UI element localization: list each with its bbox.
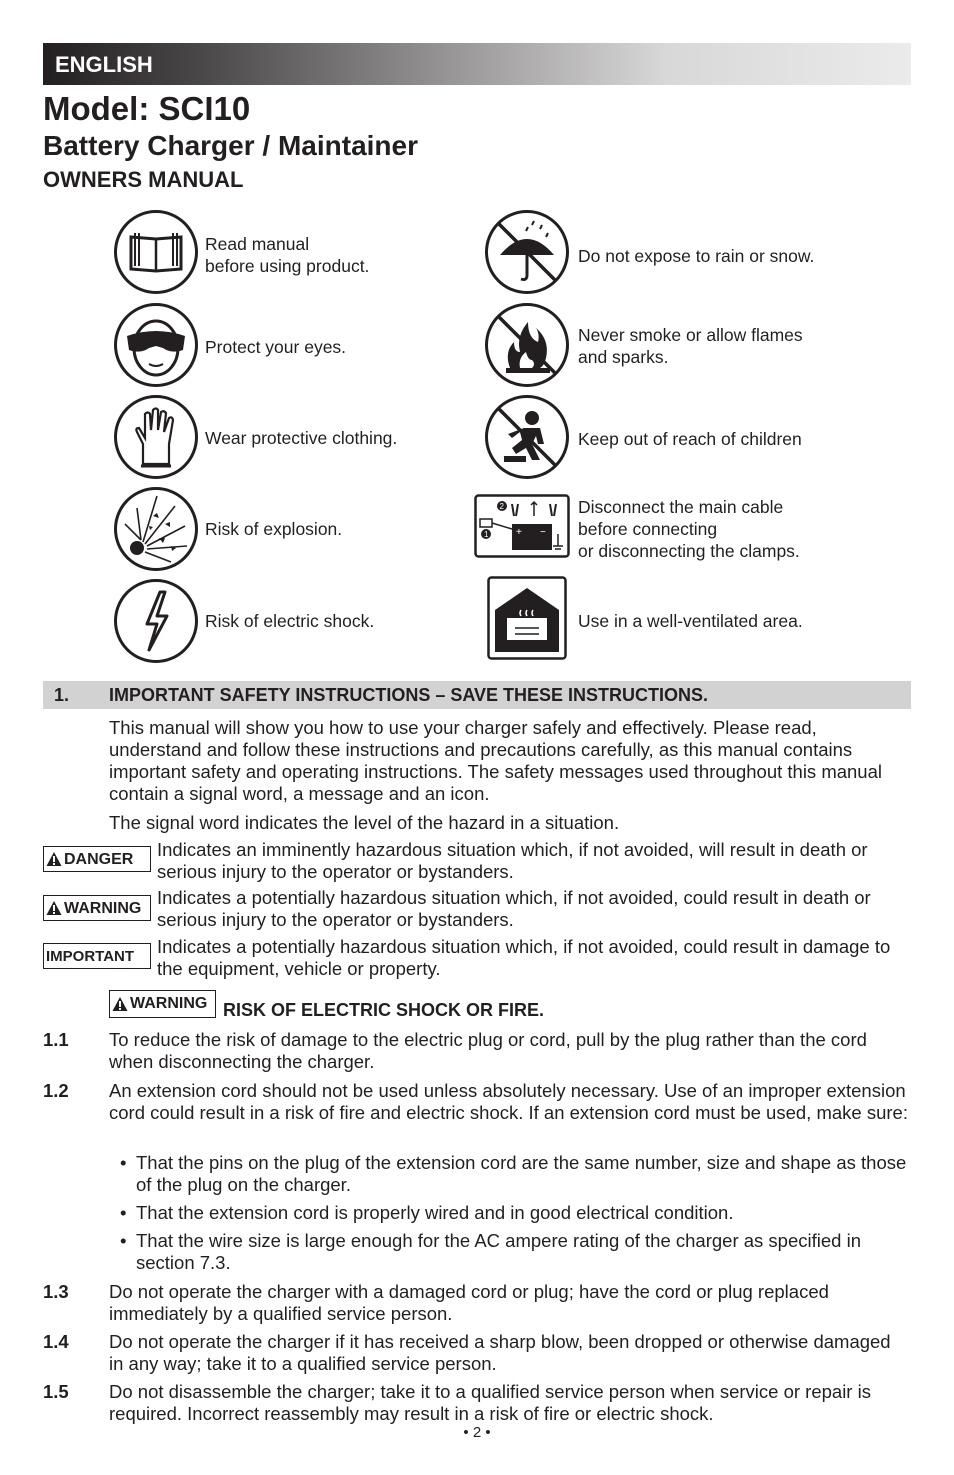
- electric-shock-icon: [113, 578, 199, 664]
- no-rain-text: Do not expose to rain or snow.: [578, 246, 815, 266]
- item-number: 1.2: [43, 1080, 69, 1101]
- warning-triangle-icon: [112, 996, 128, 1012]
- disconnect-cable-icon: [474, 494, 570, 558]
- intro-paragraph: This manual will show you how to use your charger safely and effectively. Please read, understand and follow these instructions and precautions carefully, as this manual contains important safety and operating instructions. The safety messages used throughout this manual contain a signal word, a message and an icon.: [109, 717, 882, 804]
- eye-protection-text: Protect your eyes.: [205, 337, 347, 357]
- list-item: • That the wire size is large enough for the AC ampere rating of the charger as specified in section 7.3.: [120, 1230, 861, 1273]
- product-title: Battery Charger / Maintainer: [43, 130, 418, 161]
- section-title: IMPORTANT SAFETY INSTRUCTIONS – SAVE THESE INSTRUCTIONS.: [109, 685, 709, 705]
- manual-title: OWNERS MANUAL: [43, 167, 244, 192]
- signal-intro-paragraph: The signal word indicates the level of the hazard in a situation.: [109, 812, 620, 833]
- model-title: Model: SCI10: [43, 90, 251, 127]
- svg-text:1: 1: [484, 530, 489, 539]
- no-children-text: Keep out of reach of children: [578, 429, 802, 449]
- page-number: • 2 •: [463, 1424, 491, 1441]
- language-bar: [43, 43, 911, 85]
- warning-triangle-icon: [46, 900, 62, 916]
- important-badge: IMPORTANT: [43, 943, 151, 969]
- item-text: An extension cord should not be used unless absolutely necessary. Use of an improper extension cord could result in a risk of fire and electric shock. If an extension cord must be used, make sure:: [109, 1080, 908, 1123]
- danger-badge: DANGER: [43, 846, 151, 872]
- read-manual-icon: [113, 209, 199, 295]
- item-text: Do not operate the charger if it has received a sharp blow, been dropped or otherwise damaged in any way; take it to a qualified service person.: [109, 1331, 891, 1374]
- disconnect-cable-text: Disconnect the main cable before connecting or disconnecting the clamps.: [578, 497, 800, 561]
- item-text: Do not operate the charger with a damaged cord or plug; have the cord or plug replaced immediately by a qualified service person.: [109, 1281, 829, 1324]
- warning-description: Indicates a potentially hazardous situation which, if not avoided, could result in death or serious injury to the operator or bystanders.: [157, 887, 871, 930]
- eye-protection-icon: [113, 302, 199, 388]
- ventilation-text: Use in a well-ventilated area.: [578, 611, 803, 631]
- item-number: 1.3: [43, 1281, 69, 1302]
- no-rain-icon: [484, 209, 570, 295]
- electric-shock-text: Risk of electric shock.: [205, 611, 375, 631]
- list-item: • That the extension cord is properly wired and in good electrical condition.: [120, 1202, 734, 1223]
- no-flames-icon: [484, 302, 570, 388]
- read-manual-text: Read manual before using product.: [205, 234, 370, 276]
- danger-description: Indicates an imminently hazardous situation which, if not avoided, will result in death or serious injury to the operator or bystanders.: [157, 839, 868, 882]
- explosion-icon: [113, 486, 199, 572]
- list-item: • That the pins on the plug of the extension cord are the same number, size and shape as those of the plug on the charger.: [120, 1152, 907, 1195]
- no-children-icon: [484, 394, 570, 480]
- item-text: To reduce the risk of damage to the electric plug or cord, pull by the plug rather than the cord when disconnecting the charger.: [109, 1029, 867, 1072]
- gloves-icon: [113, 394, 199, 480]
- warning-triangle-icon: [46, 851, 62, 867]
- item-text: Do not disassemble the charger; take it to a qualified service person when service or repair is required. Incorrect reassembly may result in a risk of fire or electric shock.: [109, 1381, 871, 1424]
- language-label: ENGLISH: [55, 52, 153, 77]
- item-number: 1.1: [43, 1029, 69, 1050]
- item-number: 1.5: [43, 1381, 69, 1402]
- item-number: 1.4: [43, 1331, 69, 1352]
- important-description: Indicates a potentially hazardous situation which, if not avoided, could result in damage to the equipment, vehicle or property.: [157, 936, 891, 979]
- svg-text:2: 2: [499, 502, 504, 511]
- warning-badge: WARNING: [43, 895, 151, 921]
- ventilation-icon: [487, 576, 567, 660]
- section-header: [43, 681, 911, 709]
- svg-text:+: +: [516, 527, 522, 538]
- electric-warning-badge: WARNING: [109, 990, 216, 1018]
- protective-clothing-text: Wear protective clothing.: [205, 428, 398, 448]
- explosion-text: Risk of explosion.: [205, 519, 343, 539]
- section-number: 1.: [54, 685, 70, 705]
- svg-text:−: −: [540, 527, 546, 538]
- no-flames-text: Never smoke or allow flames and sparks.: [578, 325, 803, 367]
- warning-heading: RISK OF ELECTRIC SHOCK OR FIRE.: [223, 1000, 545, 1020]
